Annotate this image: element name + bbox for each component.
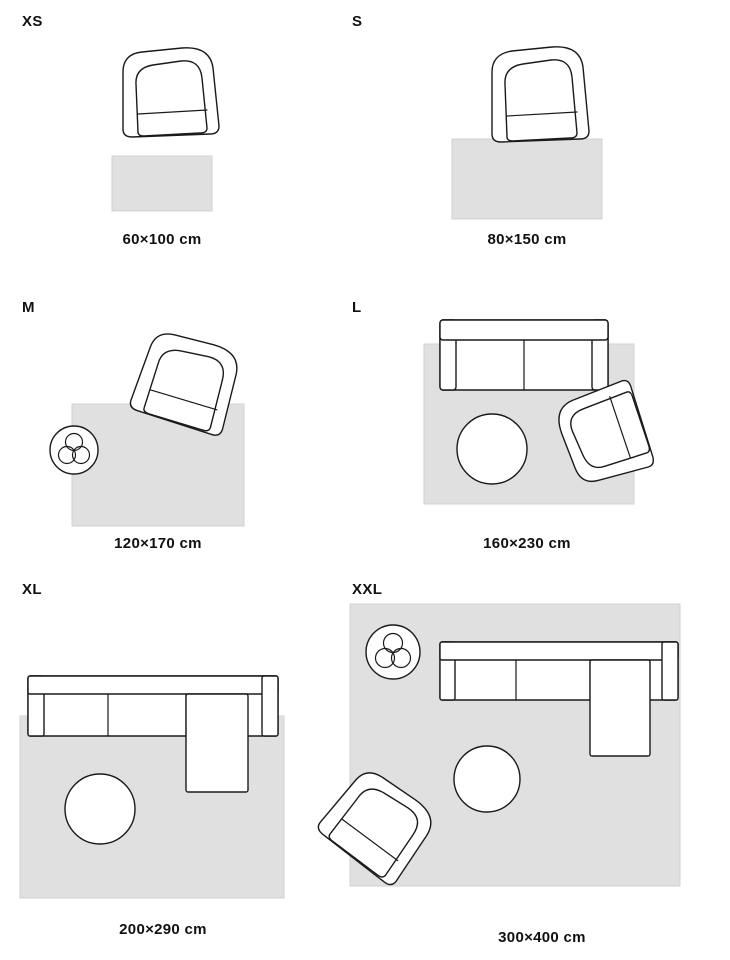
- coffee-table-icon-l: [457, 414, 527, 484]
- size-label-l: L: [352, 299, 362, 316]
- size-label-xl: XL: [22, 581, 42, 598]
- rug-shape-xs: [112, 156, 212, 211]
- armchair-icon-xs: [123, 48, 219, 137]
- coffee-table-icon-xxl: [454, 746, 520, 812]
- coffee-table-icon-xl: [65, 774, 135, 844]
- side-table-icon-m: [50, 426, 98, 474]
- dimension-label-l: 160×230 cm: [483, 535, 571, 552]
- side-table-icon-xxl: [366, 625, 420, 679]
- armchair-icon-s: [492, 47, 589, 142]
- size-label-xs: XS: [22, 13, 43, 30]
- sofa-icon-l: [440, 320, 608, 390]
- rug-shape-s: [452, 139, 602, 219]
- size-cell-m: [22, 300, 322, 565]
- dimension-label-s: 80×150 cm: [487, 231, 567, 248]
- size-cell-l: [352, 300, 692, 565]
- size-cell-xs: [22, 14, 322, 264]
- illustration-s: [352, 34, 682, 224]
- size-label-m: M: [22, 299, 35, 316]
- dimension-label-xl: 200×290 cm: [119, 921, 207, 938]
- dimension-label-xs: 60×100 cm: [122, 231, 202, 248]
- size-cell-xl: [22, 582, 332, 952]
- dimension-label-m: 120×170 cm: [114, 535, 202, 552]
- size-cell-s: [352, 14, 682, 264]
- illustration-xs: [22, 34, 322, 214]
- illustration-xl: [0, 604, 320, 894]
- dimension-label-xxl: 300×400 cm: [498, 929, 586, 946]
- size-label-xxl: XXL: [352, 581, 383, 598]
- illustration-l: [352, 322, 692, 527]
- illustration-xxl: [312, 604, 730, 904]
- size-label-s: S: [352, 13, 363, 30]
- illustration-m: [22, 322, 322, 522]
- size-cell-xxl: [352, 582, 730, 952]
